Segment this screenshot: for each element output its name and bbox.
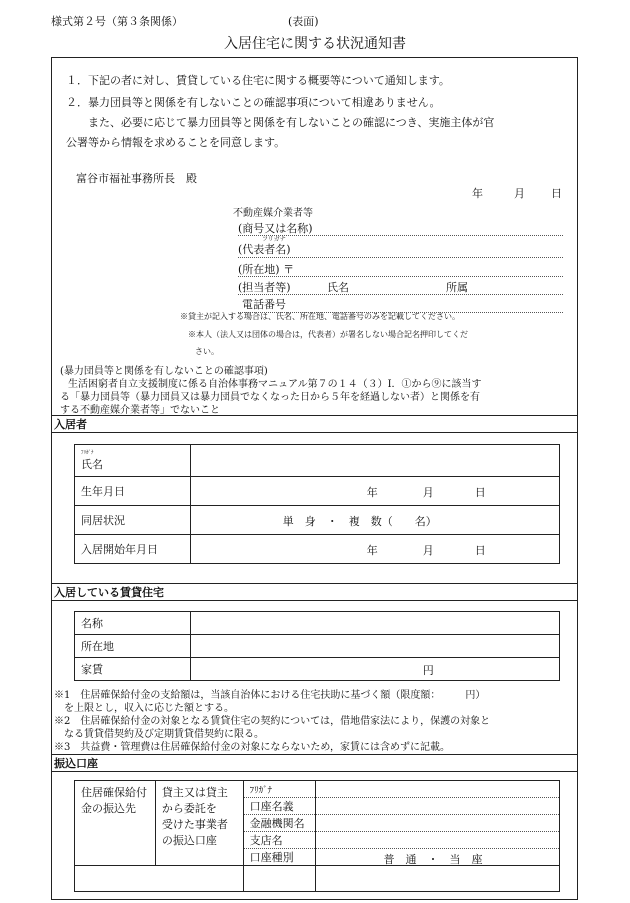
- bank-table-footer: [75, 866, 244, 892]
- agent-staff-dept-label: 所属: [446, 281, 468, 294]
- agent-rep-label: (代表者名): [238, 243, 291, 256]
- bank-name-value: [315, 815, 559, 832]
- intro-line-4: 公署等から情報を求めることを同意します。: [66, 136, 286, 149]
- housing-note-2-cont: なる賃貸借契約及び定期賃貸借契約に限る。: [64, 729, 264, 740]
- household-options: 単 身 ・ 複 数（ 名）: [282, 515, 437, 528]
- confirmation-line-2: る「暴力団員等（暴力団員又は暴力団員でなくなった日から５年を経過しない者）と関係を有: [60, 392, 480, 403]
- bank-branch-label: 支店名: [243, 832, 315, 849]
- move-in-day: 日: [474, 544, 486, 557]
- date-year: 年: [472, 187, 483, 200]
- move-in-month: 月: [422, 544, 434, 557]
- bank-col2-line4: の振込口座: [161, 834, 217, 847]
- divider: [51, 600, 578, 601]
- resident-household-value: [190, 506, 559, 535]
- housing-location-value: [190, 635, 559, 658]
- resident-name-ruby: ﾌﾘｶﾞﾅ: [81, 449, 94, 456]
- move-in-year: 年: [366, 544, 378, 557]
- agent-company-line: [238, 235, 563, 236]
- bank-table-footer-blank: [243, 866, 315, 892]
- agent-address-line: [238, 276, 563, 277]
- date-month: 月: [514, 187, 525, 200]
- bank-holder-label: 口座名義: [243, 798, 315, 815]
- resident-birth-label: 生年月日: [75, 477, 191, 506]
- intro-line-2: ２．暴力団員等と関係を有しないことの確認事項について相違ありません。: [66, 96, 441, 109]
- housing-location-label: 所在地: [75, 635, 191, 658]
- housing-rent-value: [190, 658, 559, 681]
- bank-holder-value: [315, 798, 559, 815]
- housing-section-title: 入居している賃貸住宅: [54, 586, 164, 599]
- resident-section-title: 入居者: [54, 418, 87, 431]
- agent-phone-line: [238, 312, 563, 313]
- confirmation-heading: (暴力団員等と関係を有しないことの確認事項): [60, 366, 268, 377]
- housing-note-1-cont: を上限とし，収入に応じた額とする。: [64, 703, 234, 714]
- agent-rep-line: [238, 257, 563, 258]
- bank-type-options: 普 通 ・ 当 座: [383, 853, 483, 866]
- agent-staff-label: (担当者等): [238, 281, 291, 294]
- page-side-label: (表面): [288, 15, 319, 28]
- intro-line-3: また、必要に応じて暴力団員等と関係を有しないことの確認につき、実施主体が官: [88, 116, 495, 129]
- rent-yen: 円: [422, 664, 434, 677]
- resident-name-label: 氏名: [81, 457, 103, 471]
- divider: [51, 754, 578, 755]
- page-title: 入居住宅に関する状況通知書: [224, 36, 406, 52]
- intro-line-1: １．下記の者に対し、賃貸している住宅に関する概要等について通知します。: [66, 74, 450, 87]
- bank-section-title: 振込口座: [54, 757, 98, 770]
- bank-col2-line2: から委託を: [161, 802, 217, 815]
- resident-table: [74, 444, 560, 564]
- agent-note-2-cont: さい。: [195, 347, 219, 356]
- resident-name-value: [190, 445, 559, 477]
- agent-heading: 不動産媒介業者等: [233, 208, 313, 219]
- bank-type-label: 口座種別: [243, 849, 315, 866]
- agent-phone-label: 電話番号: [242, 298, 286, 311]
- birth-year: 年: [366, 486, 378, 499]
- agent-rep-ruby: フリガナ: [262, 236, 286, 243]
- bank-branch-value: [315, 832, 559, 849]
- bank-type-value: [315, 849, 559, 866]
- divider: [51, 771, 578, 772]
- birth-day: 日: [474, 486, 486, 499]
- birth-month: 月: [422, 486, 434, 499]
- bank-col2-line1: 貸主又は貸主: [161, 786, 228, 799]
- housing-table: [74, 611, 560, 681]
- addressee: 富谷市福祉事務所長 殿: [76, 172, 197, 185]
- form-number: 様式第２号（第３条関係）: [51, 15, 183, 28]
- bank-furigana-value: [315, 781, 559, 798]
- resident-move-in-label: 入居開始年月日: [75, 535, 191, 564]
- housing-note-2: ※2 住居確保給付金の対象となる賃貸住宅の契約については，借地借家法により，保護の対象と: [54, 716, 491, 727]
- resident-name-cell: [75, 445, 191, 477]
- bank-name-label: 金融機関名: [243, 815, 315, 832]
- bank-table: [74, 780, 560, 892]
- confirmation-line-3: する不動産媒介業者等」でないこと: [60, 405, 220, 416]
- housing-name-value: [190, 612, 559, 635]
- agent-company-label: (商号又は名称): [238, 222, 313, 235]
- divider: [51, 432, 578, 433]
- agent-note-1: ※貸主が記入する場合は、氏名、所在地、電話番号のみを記載してください。: [180, 312, 460, 321]
- housing-note-1: ※1 住居確保給付金の支給額は，当該自治体における住宅扶助に基づく額（限度額： 円）: [54, 690, 486, 701]
- agent-note-2: ※本人（法人又は団体の場合は，代表者）が署名しない場合記名押印してくだ: [188, 330, 468, 339]
- resident-household-label: 同居状況: [75, 506, 191, 535]
- bank-account-owner-cell: [155, 781, 243, 866]
- housing-rent-label: 家賃: [75, 658, 191, 681]
- bank-payee-cell: [75, 781, 156, 866]
- confirmation-line-1: 生活困窮者自立支援制度に係る自治体事務マニュアル第７の１４（３）Ⅰ．①から⑨に該当す: [68, 379, 482, 390]
- housing-note-3: ※3 共益費・管理費は住居確保給付金の対象にならないため，家賃には含めずに記載。: [54, 742, 450, 753]
- agent-staff-line: [238, 294, 563, 295]
- agent-staff-name-label: 氏名: [327, 281, 349, 294]
- agent-address-label: (所在地) 〒: [238, 263, 295, 276]
- bank-furigana-label: ﾌﾘｶﾞﾅ: [243, 781, 315, 798]
- bank-col1-line1: 住居確保給付: [81, 786, 147, 799]
- bank-col2-line3: 受けた事業者: [161, 818, 228, 831]
- housing-name-label: 名称: [75, 612, 191, 635]
- date-day: 日: [551, 187, 562, 200]
- resident-birth-value: [190, 477, 559, 506]
- bank-col1-line2: 金の振込先: [81, 802, 136, 815]
- divider: [51, 415, 578, 416]
- bank-table-footer-blank-2: [315, 866, 559, 892]
- resident-move-in-value: [190, 535, 559, 564]
